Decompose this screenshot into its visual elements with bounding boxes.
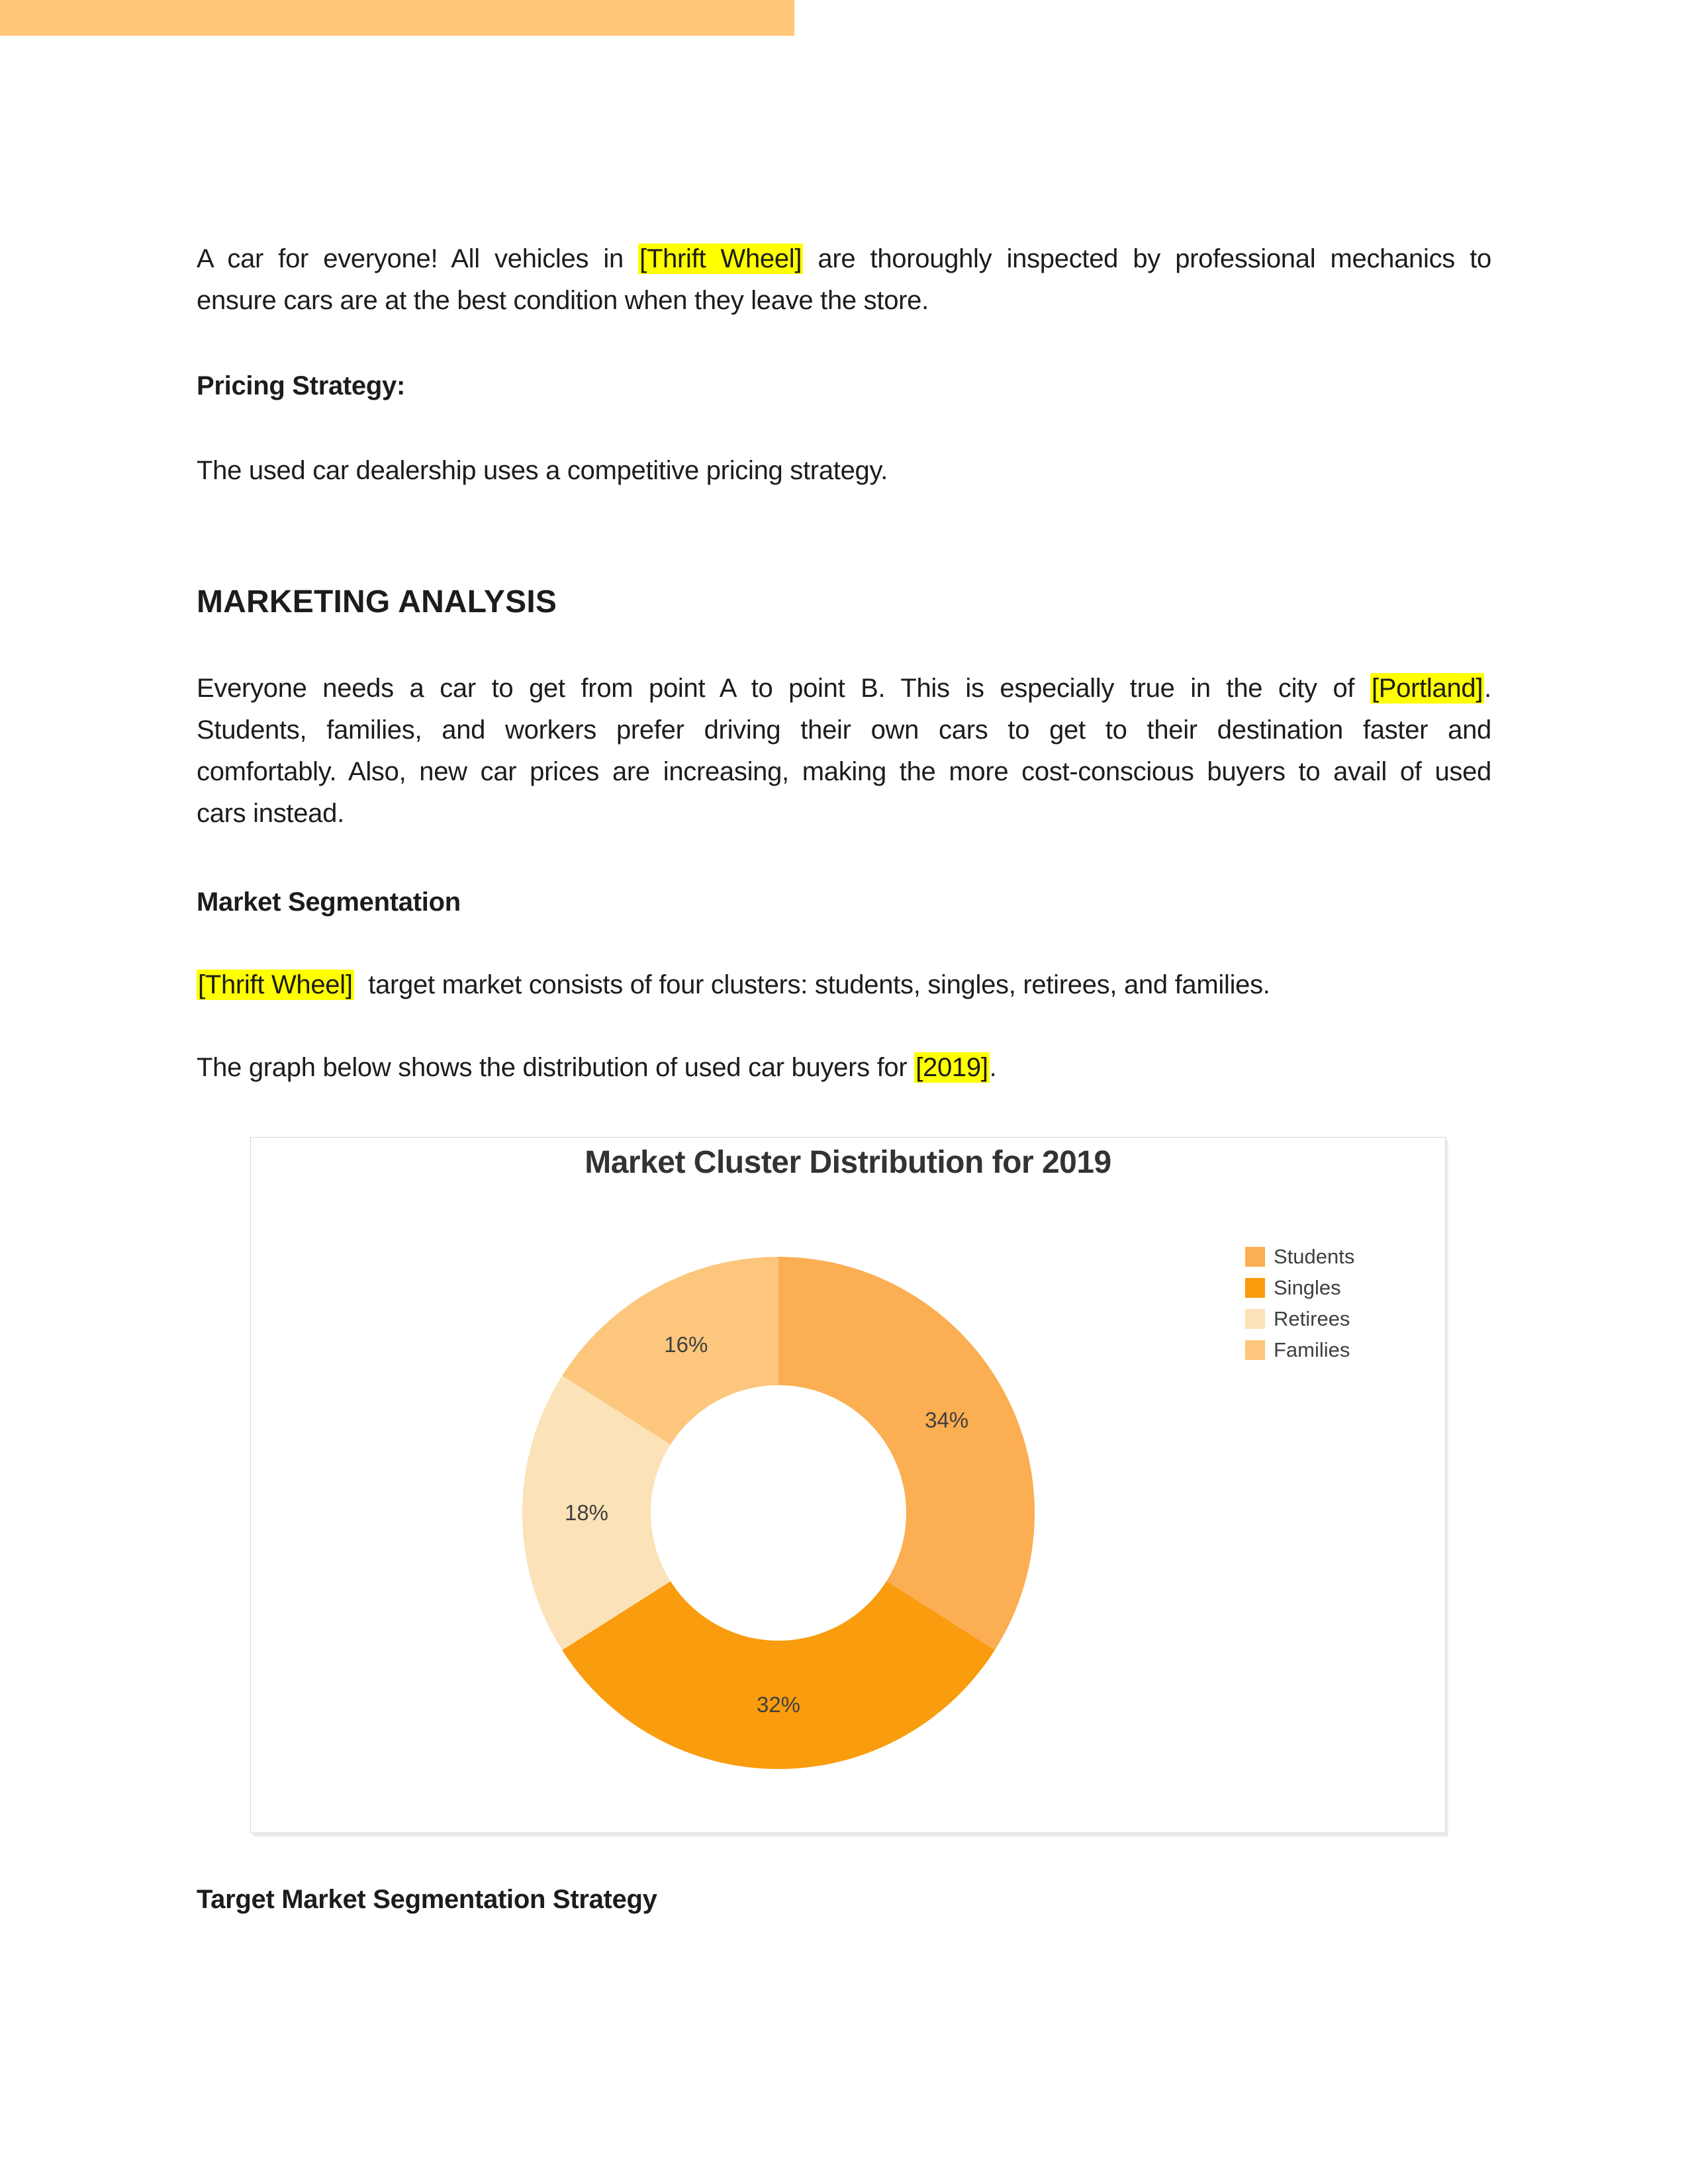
legend-swatch-students: [1245, 1247, 1265, 1267]
legend-item-retirees: [1245, 1303, 1354, 1334]
market-cluster-chart: [250, 1137, 1446, 1833]
chart-title: Market Cluster Distribution for 2019: [585, 1145, 1111, 1180]
paragraph-clusters: [197, 964, 1491, 1006]
segment-label: 16%: [664, 1332, 708, 1357]
marketing-analysis-heading: MARKETING ANALYSIS: [197, 584, 557, 619]
highlighted-placeholder: [Thrift Wheel]: [198, 970, 353, 999]
legend-label: Retirees: [1274, 1306, 1350, 1330]
text-line: [197, 964, 1491, 1006]
legend-item-families: [1245, 1334, 1354, 1365]
text-line: [197, 793, 1491, 835]
highlighted-placeholder: [Thrift Wheel]: [639, 244, 802, 273]
legend-item-students: [1245, 1241, 1354, 1272]
legend-swatch-families: [1245, 1340, 1265, 1360]
text-run: ensure cars are at the best condition when they leave the store.: [197, 286, 929, 315]
header-accent-bar: [0, 0, 794, 36]
text-line: [197, 238, 1491, 280]
paragraph-marketing: [197, 668, 1491, 835]
text-line: [197, 1047, 1491, 1089]
text-run: Everyone needs a car to get from point A to point B. This is especially true in the city of: [197, 674, 1370, 703]
legend-swatch-retirees: [1245, 1309, 1265, 1329]
legend-swatch-singles: [1245, 1278, 1265, 1298]
chart-legend: [1245, 1241, 1354, 1365]
legend-item-singles: [1245, 1272, 1354, 1303]
pricing-strategy-heading: Pricing Strategy:: [197, 371, 405, 400]
segment-label: 18%: [564, 1500, 609, 1525]
paragraph-intro: [197, 238, 1491, 322]
donut-hole: [651, 1385, 906, 1641]
target-market-heading: Target Market Segmentation Strategy: [197, 1885, 657, 1914]
paragraph-graph-intro: [197, 1047, 1491, 1089]
text-run: Students, families, and workers prefer driving their own cars to get to their destination faster and: [197, 715, 1491, 745]
text-line: [197, 709, 1491, 751]
market-segmentation-heading: Market Segmentation: [197, 887, 461, 917]
text-run: The graph below shows the distribution of used car buyers for: [197, 1053, 915, 1082]
pricing-strategy-body: The used car dealership uses a competitive pricing strategy.: [197, 456, 888, 485]
legend-label: Students: [1274, 1244, 1355, 1268]
segment-label: 32%: [756, 1692, 801, 1717]
legend-label: Families: [1274, 1338, 1350, 1361]
text-run: are thoroughly inspected by professional mechanics to: [803, 244, 1491, 273]
text-run: cars instead.: [197, 799, 344, 828]
text-line: [197, 668, 1491, 709]
highlighted-placeholder: [2019]: [915, 1053, 988, 1082]
highlighted-placeholder: [Portland]: [1371, 674, 1483, 703]
text-run: comfortably. Also, new car prices are increasing, making the more cost-conscious buyers to avail of used: [197, 757, 1491, 786]
text-line: [197, 751, 1491, 793]
segment-label: 34%: [925, 1408, 969, 1433]
text-line: [197, 280, 1491, 322]
text-run: .: [1484, 674, 1491, 703]
text-run: target market consists of four clusters: students, singles, retirees, and families.: [353, 970, 1270, 999]
text-run: .: [989, 1053, 997, 1082]
text-run: A car for everyone! All vehicles in: [197, 244, 639, 273]
legend-label: Singles: [1274, 1275, 1341, 1299]
